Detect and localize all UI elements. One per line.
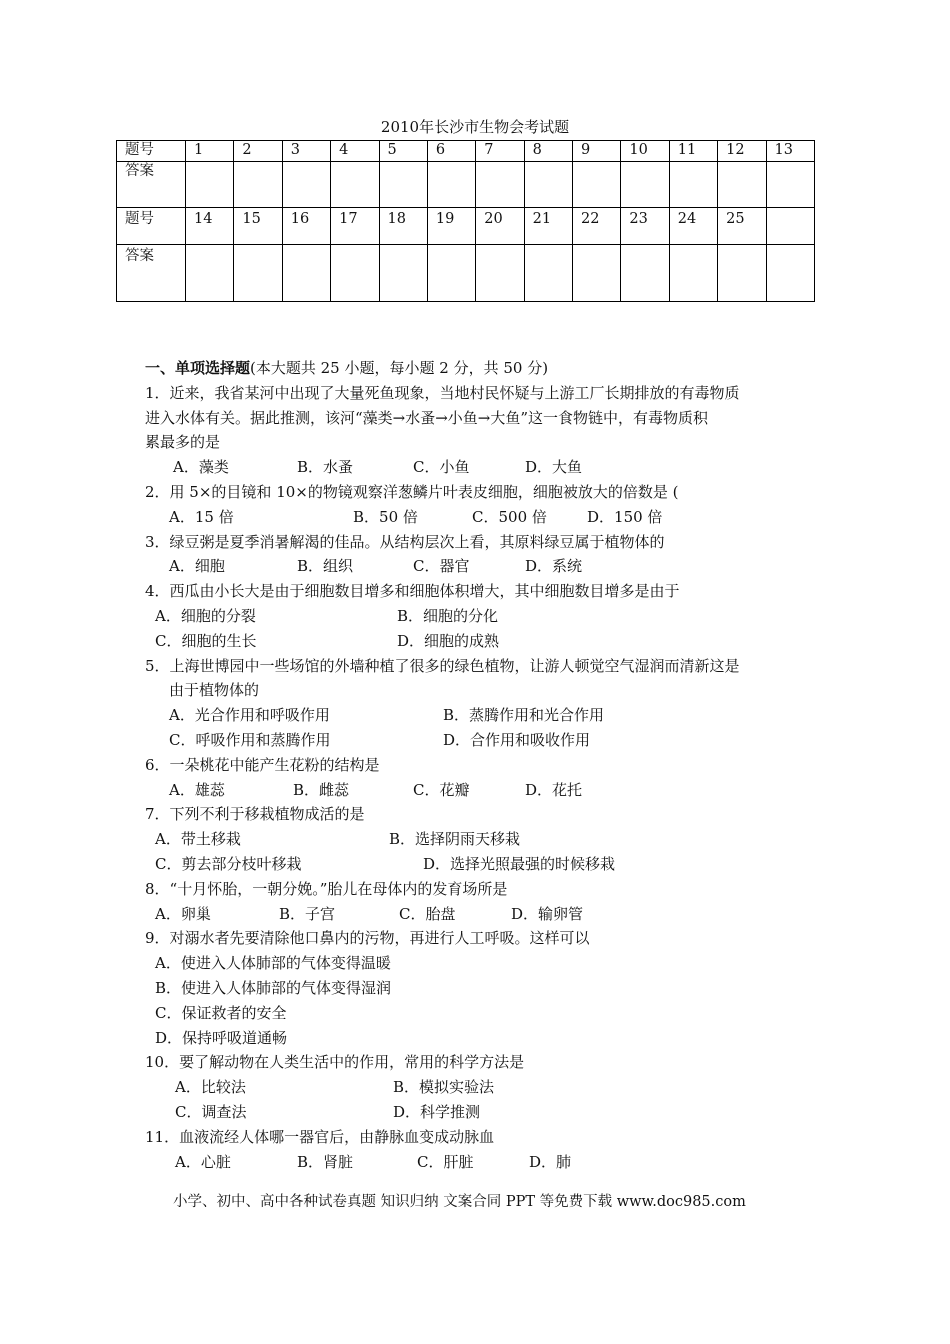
answer-cell[interactable] (331, 162, 379, 208)
row-label-question: 题号 (117, 141, 186, 162)
option-a[interactable]: A．细胞 (169, 557, 225, 576)
answer-cell[interactable] (766, 245, 815, 302)
answer-cell[interactable] (186, 162, 234, 208)
table-cell: 7 (476, 141, 524, 162)
option-c[interactable]: C．花瓣 (413, 780, 470, 799)
table-cell: 5 (379, 141, 427, 162)
option-b[interactable]: B．50 倍 (353, 507, 418, 526)
answer-cell[interactable] (379, 245, 427, 302)
option-b[interactable]: B．使进入人体肺部的气体变得湿润 (155, 978, 392, 997)
answer-cell[interactable] (427, 162, 475, 208)
question-2-stem: 2．用 5×的目镜和 10×的物镜观察洋葱鳞片叶表皮细胞，细胞被放大的倍数是 ( (145, 482, 679, 501)
table-row (117, 162, 815, 208)
answer-cell[interactable] (331, 245, 379, 302)
question-7-options (145, 827, 815, 852)
table-cell: 25 (718, 208, 766, 245)
table-cell: 9 (573, 141, 621, 162)
answer-cell[interactable] (718, 245, 766, 302)
option-a[interactable]: A．比较法 (175, 1078, 246, 1097)
answer-cell[interactable] (621, 162, 669, 208)
table-cell: 13 (766, 141, 815, 162)
table-cell: 14 (186, 208, 234, 245)
question-1-stem: 累最多的是 (145, 433, 221, 452)
answer-cell[interactable] (282, 245, 330, 302)
question-4-options (145, 604, 815, 629)
question-2-options (145, 505, 815, 530)
question-10-stem: 10．要了解动物在人类生活中的作用，常用的科学方法是 (145, 1053, 525, 1072)
option-a[interactable]: A．雄蕊 (169, 780, 225, 799)
option-b[interactable]: B．肾脏 (297, 1152, 354, 1171)
answer-cell[interactable] (427, 245, 475, 302)
section-note: (本大题共 25 小题，每小题 2 分，共 50 分) (250, 359, 549, 377)
table-cell: 17 (331, 208, 379, 245)
option-b[interactable]: B．组织 (297, 557, 354, 576)
answer-cell[interactable] (669, 245, 717, 302)
option-b[interactable]: B．雌蕊 (293, 780, 350, 799)
row-label-answer: 答案 (117, 245, 186, 302)
table-cell: 18 (379, 208, 427, 245)
answer-cell[interactable] (234, 162, 282, 208)
option-d[interactable]: D．系统 (525, 557, 583, 576)
answer-cell[interactable] (718, 162, 766, 208)
table-cell: 24 (669, 208, 717, 245)
question-6-options (145, 778, 815, 803)
question-5-stem-cont: 由于植物体的 (169, 681, 260, 700)
answer-cell[interactable] (669, 162, 717, 208)
table-cell: 2 (234, 141, 282, 162)
question-5-stem (145, 678, 815, 703)
question-10-options (145, 1075, 815, 1100)
table-cell: 22 (573, 208, 621, 245)
question-5-stem: 5．上海世博园中一些场馆的外墙种植了很多的绿色植物，让游人顿觉空气湿润而清新这是 (145, 656, 740, 675)
option-c[interactable]: C．小鱼 (413, 458, 470, 477)
table-cell: 12 (718, 141, 766, 162)
option-d[interactable]: D．150 倍 (587, 507, 663, 526)
question-7-stem: 7．下列不利于移栽植物成活的是 (145, 805, 365, 824)
section-heading (145, 356, 815, 381)
table-cell: 16 (282, 208, 330, 245)
option-c[interactable]: C．呼吸作用和蒸腾作用 (169, 730, 331, 749)
answer-cell[interactable] (186, 245, 234, 302)
option-c[interactable]: C．肝脏 (417, 1152, 474, 1171)
answer-table (116, 140, 815, 302)
option-d[interactable]: D．科学推测 (393, 1102, 481, 1121)
option-d[interactable]: D．合作用和吸收作用 (443, 730, 591, 749)
page-title: 2010年长沙市生物会考试题 (380, 118, 570, 136)
table-cell: 11 (669, 141, 717, 162)
table-cell: 20 (476, 208, 524, 245)
answer-cell[interactable] (476, 162, 524, 208)
option-a[interactable]: A．藻类 (173, 458, 229, 477)
option-b[interactable]: B．细胞的分化 (397, 606, 499, 625)
option-a[interactable]: A．细胞的分裂 (155, 606, 256, 625)
option-a[interactable]: A．卵巢 (155, 904, 211, 923)
option-b[interactable]: B．蒸腾作用和光合作用 (443, 706, 605, 725)
option-a[interactable]: A．使进入人体肺部的气体变得温暖 (155, 954, 391, 973)
table-cell: 23 (621, 208, 669, 245)
option-c[interactable]: C．细胞的生长 (155, 631, 257, 650)
question-1-stem: 1．近来，我省某河中出现了大量死鱼现象，当地村民怀疑与上游工厂长期排放的有毒物质 (145, 383, 740, 402)
question-3-stem: 3．绿豆粥是夏季消暑解渴的佳品。从结构层次上看，其原料绿豆属于植物体的 (145, 532, 665, 551)
option-d[interactable]: D．花托 (525, 780, 583, 799)
option-c[interactable]: C．保证救者的安全 (155, 1003, 287, 1022)
option-d[interactable]: D．大鱼 (525, 458, 583, 477)
question-11-options (145, 1150, 815, 1175)
question-9-option-row (145, 1026, 815, 1051)
question-8-stem: 8．“十月怀胎，一朝分娩。”胎儿在母体内的发育场所是 (145, 879, 508, 898)
answer-cell[interactable] (524, 245, 572, 302)
table-cell: 10 (621, 141, 669, 162)
row-label-answer: 答案 (117, 162, 186, 208)
question-7-options (145, 852, 815, 877)
option-c[interactable]: C．剪去部分枝叶移栽 (155, 854, 302, 873)
answer-cell[interactable] (573, 162, 621, 208)
option-d[interactable]: D．选择光照最强的时候移栽 (423, 854, 616, 873)
question-9-stem: 9．对溺水者先要清除他口鼻内的污物，再进行人工呼吸。这样可以 (145, 929, 590, 948)
question-1-options (145, 455, 815, 480)
table-row (117, 245, 815, 302)
answer-cell[interactable] (524, 162, 572, 208)
option-c[interactable]: C．500 倍 (472, 507, 547, 526)
option-d[interactable]: D．肺 (529, 1152, 572, 1171)
option-b[interactable]: B．模拟实验法 (393, 1078, 495, 1097)
question-3-options (145, 554, 815, 579)
question-9-option-row (145, 976, 815, 1001)
option-d[interactable]: D．细胞的成熟 (397, 631, 500, 650)
answer-cell[interactable] (234, 245, 282, 302)
option-c[interactable]: C．器官 (413, 557, 470, 576)
table-cell: 15 (234, 208, 282, 245)
table-cell (766, 208, 815, 245)
answer-cell[interactable] (573, 245, 621, 302)
footer-text: 小学、初中、高中各种试卷真题 知识归纳 文案合同 PPT 等免费下载 www.doc985.com (173, 1194, 746, 1210)
answer-cell[interactable] (282, 162, 330, 208)
question-4-options (145, 629, 815, 654)
question-6-stem: 6．一朵桃花中能产生花粉的结构是 (145, 755, 380, 774)
option-a[interactable]: A．15 倍 (169, 507, 234, 526)
answer-cell[interactable] (766, 162, 815, 208)
option-a[interactable]: A．心脏 (175, 1152, 231, 1171)
table-cell: 1 (186, 141, 234, 162)
option-b[interactable]: B．选择阴雨天移栽 (389, 830, 521, 849)
question-10-options (145, 1100, 815, 1125)
option-a[interactable]: A．光合作用和呼吸作用 (169, 706, 330, 725)
table-cell: 19 (427, 208, 475, 245)
table-row (117, 208, 815, 245)
question-9-option-row (145, 951, 815, 976)
table-cell: 8 (524, 141, 572, 162)
answer-cell[interactable] (476, 245, 524, 302)
option-c[interactable]: C．胎盘 (399, 904, 456, 923)
option-b[interactable]: B．水蚤 (297, 458, 354, 477)
table-cell: 21 (524, 208, 572, 245)
option-d[interactable]: D．保持呼吸道通畅 (155, 1028, 288, 1047)
question-11-stem: 11．血液流经人体哪一器官后，由静脉血变成动脉血 (145, 1127, 495, 1146)
question-4-stem: 4．西瓜由小长大是由于细胞数目增多和细胞体积增大，其中细胞数目增多是由于 (145, 582, 680, 601)
option-d[interactable]: D．输卵管 (511, 904, 584, 923)
table-cell: 4 (331, 141, 379, 162)
question-1-stem: 进入水体有关。据此推测，该河“藻类→水蚤→小鱼→大鱼”这一食物链中，有毒物质积 (145, 408, 709, 427)
table-cell: 6 (427, 141, 475, 162)
question-5-options (145, 728, 815, 753)
question-9-option-row (145, 1001, 815, 1026)
question-5-options (145, 703, 815, 728)
question-8-options (145, 902, 815, 927)
option-c[interactable]: C．调查法 (175, 1102, 247, 1121)
row-label-question: 题号 (117, 208, 186, 245)
answer-cell[interactable] (621, 245, 669, 302)
table-cell: 3 (282, 141, 330, 162)
question-section (145, 356, 815, 1174)
answer-cell[interactable] (379, 162, 427, 208)
option-a[interactable]: A．带土移栽 (155, 830, 241, 849)
table-row (117, 141, 815, 162)
section-title: 一、单项选择题 (145, 359, 251, 377)
option-b[interactable]: B．子宫 (279, 904, 336, 923)
